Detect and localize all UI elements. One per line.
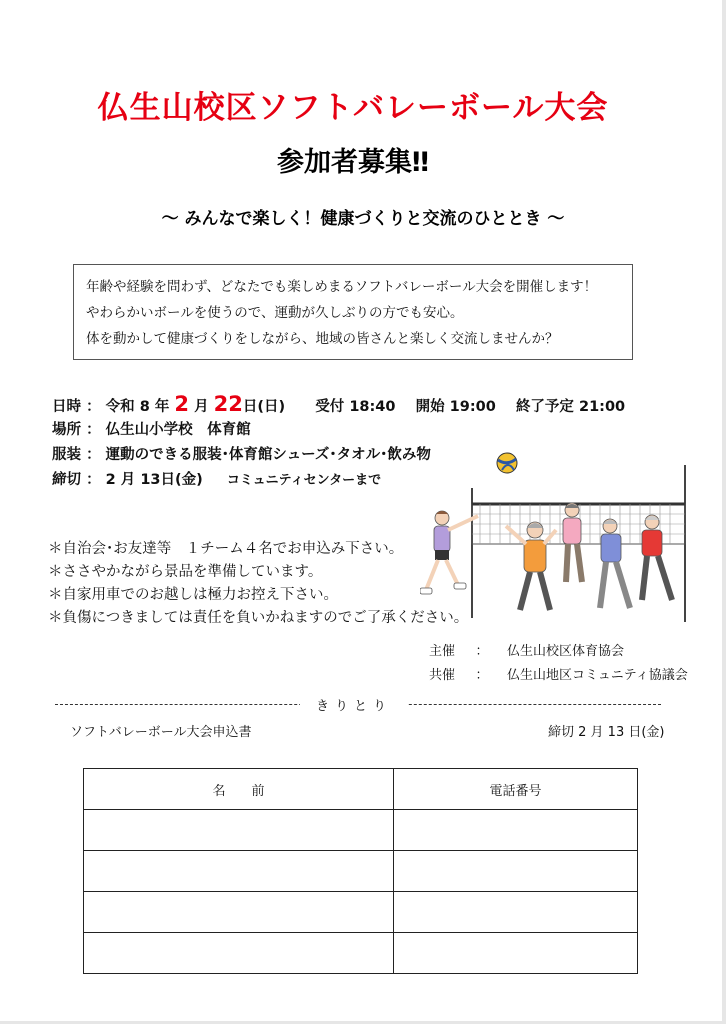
organizer-key: 主催 bbox=[429, 644, 456, 659]
organizer-sep: ： bbox=[475, 668, 489, 683]
table-row bbox=[84, 851, 638, 892]
note-item: ＊自治会･お友達等 １チーム４名でお申込み下さい。 bbox=[48, 541, 404, 557]
intro-box bbox=[73, 264, 633, 360]
table-header-row bbox=[84, 769, 638, 810]
organizer-value: 仏生山地区コミュニティ協議会 bbox=[507, 668, 688, 683]
volleyball-icon bbox=[497, 453, 517, 473]
datetime-day: 22 bbox=[213, 392, 243, 416]
datetime-year-unit: 年 bbox=[154, 399, 170, 415]
deadline-month-unit: 月 bbox=[120, 472, 136, 488]
volleyball-illustration bbox=[420, 450, 692, 622]
form-title: ソフトバレーボール大会申込書 bbox=[70, 725, 252, 740]
deadline-row bbox=[52, 468, 381, 489]
attire-value: 運動のできる服装･体育館シューズ･タオル･飲み物 bbox=[105, 447, 431, 463]
flyer-tagline: 〜 みんなで楽しく！健康づくりと交流のひととき 〜 bbox=[161, 209, 565, 229]
organizer-value: 仏生山校区体育協会 bbox=[507, 644, 625, 659]
datetime-sep: ： bbox=[86, 399, 101, 415]
datetime-month-unit: 月 bbox=[194, 399, 209, 415]
deadline-sep: ： bbox=[86, 472, 101, 488]
venue-sep: ： bbox=[86, 422, 101, 438]
datetime-row bbox=[52, 392, 625, 416]
name-column-header: 名 前 bbox=[84, 769, 394, 810]
player-figure bbox=[563, 503, 582, 582]
phone-cell[interactable] bbox=[394, 810, 638, 851]
table-row bbox=[84, 933, 638, 974]
venue-value: 仏生山小学校 体育館 bbox=[105, 422, 251, 438]
note-item: ＊ささやかながら景品を準備しています。 bbox=[48, 564, 323, 580]
datetime-label: 日時 bbox=[52, 399, 81, 415]
datetime-start: 開始 19:00 bbox=[415, 399, 496, 415]
organizer-key: 共催 bbox=[429, 668, 456, 683]
phone-cell[interactable] bbox=[394, 933, 638, 974]
deadline-day-unit: 日(金) bbox=[160, 472, 203, 488]
table-row bbox=[84, 810, 638, 851]
intro-line: 年齢や経験を問わず、どなたでも楽しめまるソフトバレーボール大会を開催します！ bbox=[86, 279, 598, 295]
name-cell[interactable] bbox=[84, 933, 394, 974]
deadline-suffix: コミュニティセンターまで bbox=[226, 473, 382, 488]
deadline-day: 13 bbox=[140, 472, 161, 488]
attire-row bbox=[52, 443, 431, 464]
name-cell[interactable] bbox=[84, 851, 394, 892]
deadline-month: 2 bbox=[105, 472, 116, 488]
entry-table bbox=[83, 768, 638, 974]
player-figure bbox=[642, 515, 672, 600]
venue-row bbox=[52, 418, 251, 439]
attire-sep: ： bbox=[86, 447, 101, 463]
datetime-reception: 受付 18:40 bbox=[315, 399, 396, 415]
organizer-row bbox=[429, 640, 624, 659]
datetime-end: 終了予定 21:00 bbox=[515, 399, 626, 415]
note-item: ＊負傷につきましては責任を負いかねますのでご了承ください。 bbox=[48, 610, 469, 626]
page-edge-right bbox=[722, 0, 726, 1024]
table-row bbox=[84, 892, 638, 933]
name-cell[interactable] bbox=[84, 810, 394, 851]
deadline-label: 締切 bbox=[52, 472, 81, 488]
name-cell[interactable] bbox=[84, 892, 394, 933]
intro-line: 体を動かして健康づくりをしながら、地域の皆さんと楽しく交流しませんか？ bbox=[86, 331, 559, 347]
attire-label: 服装 bbox=[52, 447, 81, 463]
note-item: ＊自家用車でのお越しは極力お控え下さい。 bbox=[48, 587, 338, 603]
datetime-day-unit: 日(日) bbox=[242, 399, 286, 415]
player-figure bbox=[600, 519, 630, 608]
intro-line: やわらかいボールを使うので、運動が久しぶりの方でも安心。 bbox=[86, 305, 464, 321]
phone-column-header: 電話番号 bbox=[394, 769, 638, 810]
phone-cell[interactable] bbox=[394, 851, 638, 892]
form-deadline: 締切 2 月 13 日(金) bbox=[548, 725, 665, 740]
datetime-month: 2 bbox=[174, 392, 190, 416]
phone-cell[interactable] bbox=[394, 892, 638, 933]
cosponsor-row bbox=[429, 664, 688, 683]
player-figure bbox=[506, 522, 556, 610]
flyer-subtitle: 参加者募集‼ bbox=[277, 147, 429, 178]
cut-label: きりとり bbox=[300, 695, 408, 714]
datetime-era: 令和 bbox=[105, 399, 135, 415]
venue-label: 場所 bbox=[52, 422, 81, 438]
player-figure bbox=[420, 511, 478, 594]
datetime-year: 8 bbox=[139, 399, 150, 415]
organizer-sep: ： bbox=[475, 644, 489, 659]
flyer-title: 仏生山校区ソフトバレーボール大会 bbox=[97, 90, 609, 126]
